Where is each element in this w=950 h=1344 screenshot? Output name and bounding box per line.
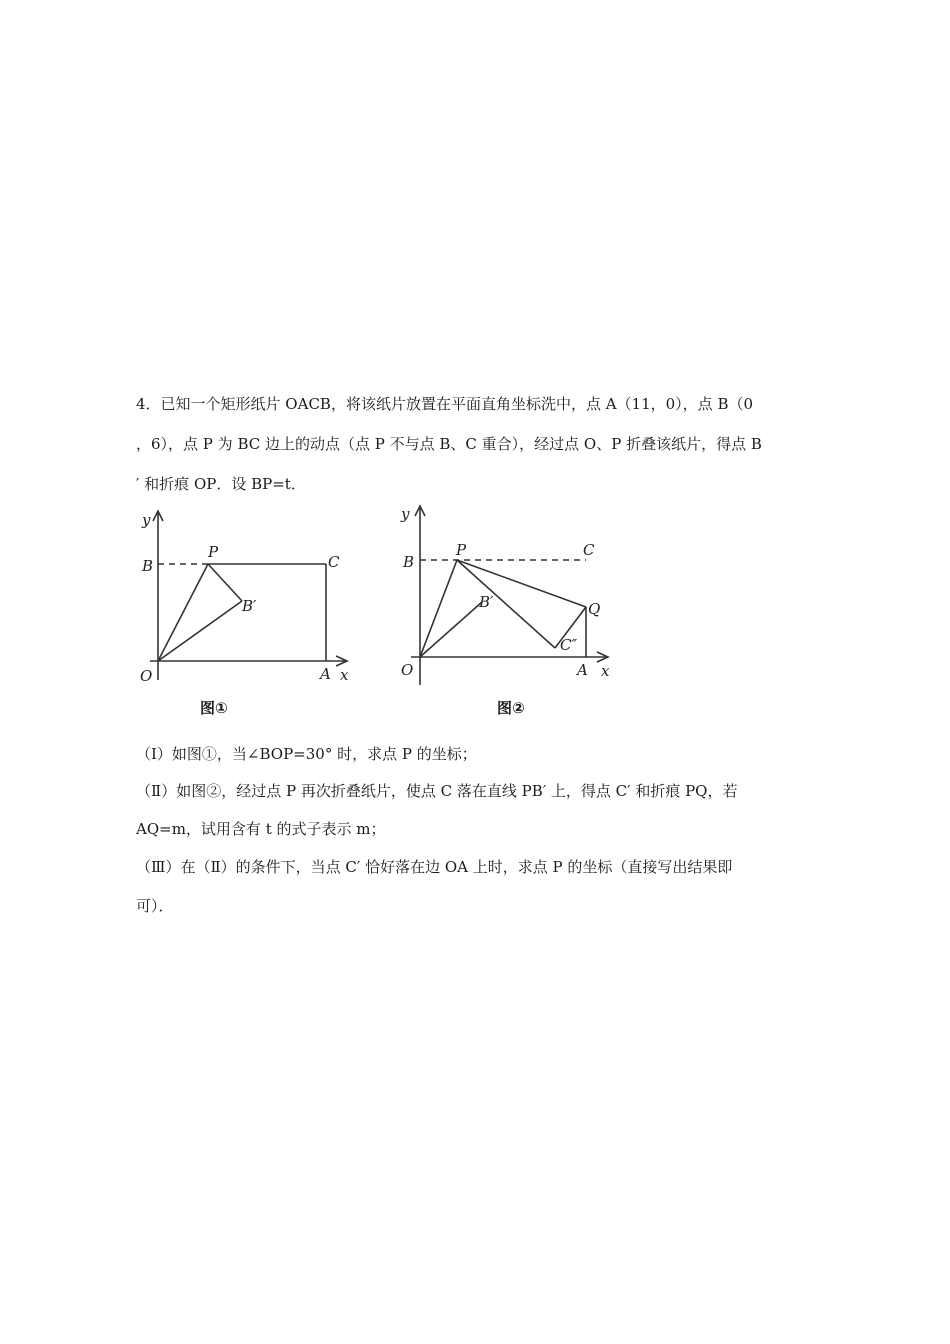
fig2-edge-pc (457, 560, 555, 648)
fig1-edge-ob (158, 601, 242, 661)
fig2-label-p: P (456, 541, 467, 559)
fig2-label-bprime: B′ (479, 593, 494, 611)
fig1-label-b: B (142, 557, 154, 575)
problem-line-1: 4．已知一个矩形纸片 OACB，将该纸片放置在平面直角坐标洗中，点 A（11，0），点 B（0 (136, 395, 754, 413)
figure-1-diagram (130, 505, 370, 705)
question-3-line-1: （Ⅲ）在（Ⅱ）的条件下，当点 C′ 恰好落在边 OA 上时，求点 P 的坐标（直接写出结果即 (136, 858, 733, 876)
problem-line-2: ，6），点 P 为 BC 边上的动点（点 P 不与点 B、C 重合），经过点 O、P 折叠该纸片，得点 B (136, 435, 762, 453)
question-2-line-2: AQ=m，试用含有 t 的式子表示 m； (136, 820, 386, 838)
figure-2-caption: 图② (497, 699, 525, 717)
fig2-label-q: Q (588, 600, 601, 618)
fig1-label-bprime: B′ (242, 597, 257, 615)
fig2-label-cprime: C″ (560, 636, 578, 654)
figure-2-diagram (395, 500, 635, 700)
figure-2 (395, 500, 635, 704)
fig2-crease-pq (457, 560, 586, 607)
fig2-label-a: A (577, 661, 588, 679)
fig1-label-o: O (140, 667, 153, 685)
question-2-line-1: （Ⅱ）如图②，经过点 P 再次折叠纸片，使点 C 落在直线 PB′ 上，得点 C′ 和折痕 PQ，若 (136, 782, 738, 800)
problem-line-3: ′ 和折痕 OP．设 BP=t． (136, 475, 306, 493)
fig1-edge-pb (208, 564, 242, 601)
fig1-label-a: A (320, 665, 331, 683)
fig2-label-c: C (583, 541, 595, 559)
fig1-crease-op (158, 564, 208, 661)
fig1-label-p: P (208, 543, 219, 561)
fig1-label-c: C (328, 553, 340, 571)
question-3-line-2: 可）． (136, 897, 174, 915)
question-1: （Ⅰ）如图①，当∠BOP=30° 时，求点 P 的坐标； (136, 745, 477, 763)
figure-1-caption: 图① (200, 699, 228, 717)
fig2-label-o: O (401, 661, 414, 679)
figure-1 (130, 505, 370, 709)
fig2-label-y: y (401, 505, 410, 523)
fig2-edge-ob (420, 602, 482, 657)
fig2-label-x: x (601, 662, 610, 680)
fig1-label-y: y (142, 511, 151, 529)
fig2-crease-op (420, 560, 457, 657)
fig2-label-b: B (403, 553, 415, 571)
fig1-label-x: x (340, 666, 349, 684)
